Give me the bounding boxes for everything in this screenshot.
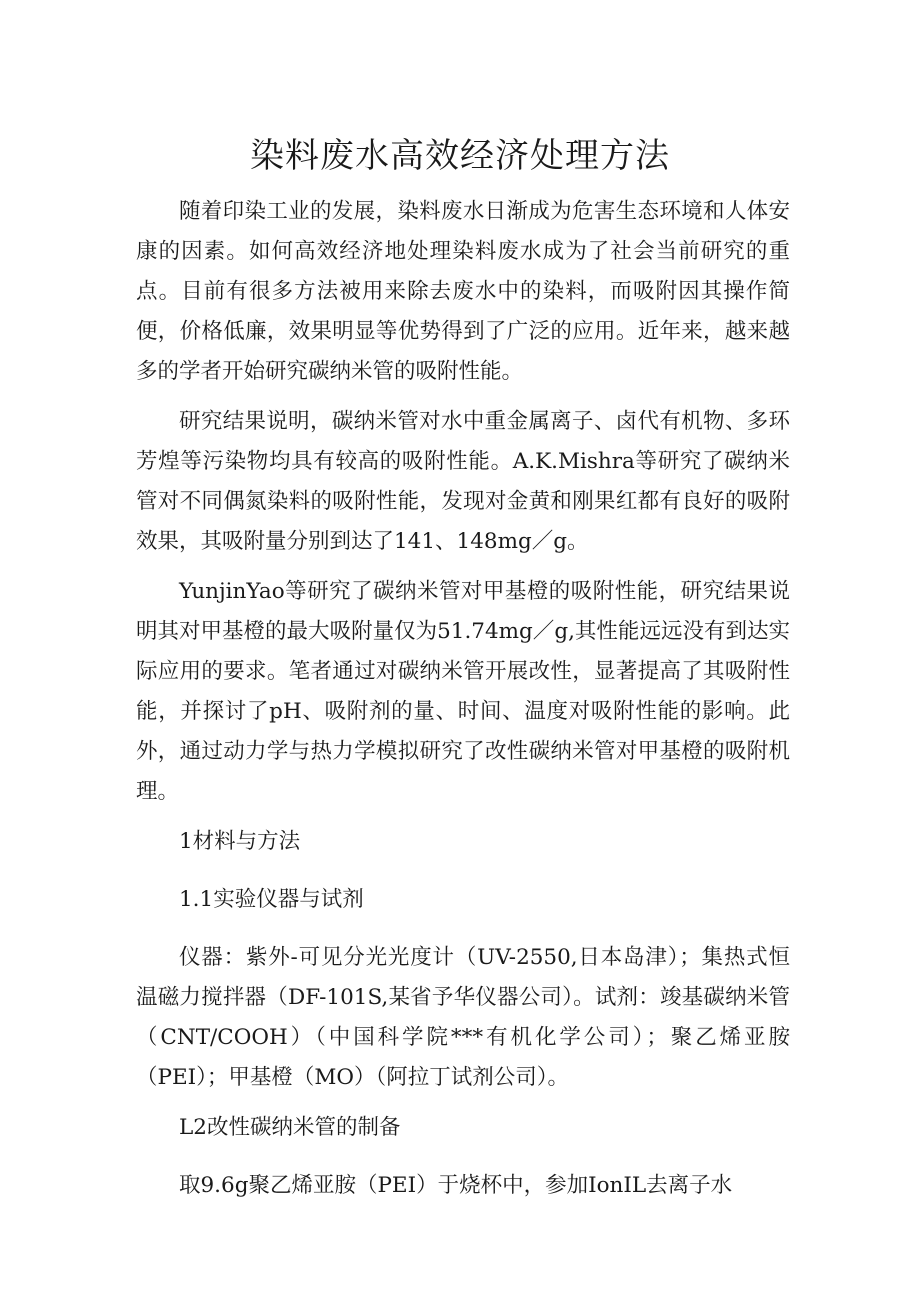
- document-body: [136, 192, 790, 1216]
- section-heading-preparation: L2改性碳纳米管的制备: [179, 1115, 401, 1140]
- section-heading-materials-methods: 1材料与方法: [179, 829, 301, 854]
- section-heading-instruments-reagents: 1.1实验仪器与试剂: [179, 887, 364, 912]
- paragraph-intro: 随着印染工业的发展，染料废水日渐成为危害生态环境和人体安康的因素。如何高效经济地处理染料废水成为了社会当前研究的重点。目前有很多方法被用来除去废水中的染料，而吸附因其操作简便，价格低廉，效果明显等优势得到了广泛的应用。近年来，越来越多的学者开始研究碳纳米管的吸附性能。: [136, 199, 790, 384]
- paragraph-yunjinyao: YunjinYao等研究了碳纳米管对甲基橙的吸附性能，研究结果说明其对甲基橙的最大吸附量仅为51.74mg／g,其性能远远没有到达实际应用的要求。笔者通过对碳纳米管开展改性，显著提高了其吸附性能，并探讨了pH、吸附剂的量、时间、温度对吸附性能的影响。此外，通过动力学与热力学模拟研究了改性碳纳米管对甲基橙的吸附机理。: [136, 579, 790, 804]
- paragraph-research-results: 研究结果说明，碳纳米管对水中重金属离子、卤代有机物、多环芳煌等污染物均具有较高的吸附性能。A.K.Mishra等研究了碳纳米管对不同偶氮染料的吸附性能，发现对金黄和刚果红都有良好的吸附效果，其吸附量分别到达了141、148mg／g。: [136, 409, 790, 554]
- document-title: 染料废水高效经济处理方法: [250, 136, 670, 176]
- paragraph-instruments: 仪器：紫外-可见分光光度计（UV-2550,日本岛津）；集热式恒温磁力搅拌器（DF-101S,某省予华仪器公司）。试剂：竣基碳纳米管（CNT/COOH）（中国科学院***有机化学公司）；聚乙烯亚胺（PEI）；甲基橙（MO）（阿拉丁试剂公司）。: [136, 945, 790, 1090]
- paragraph-preparation: 取9.6g聚乙烯亚胺（PEI）于烧杯中，参加IonIL去离子水: [179, 1173, 733, 1198]
